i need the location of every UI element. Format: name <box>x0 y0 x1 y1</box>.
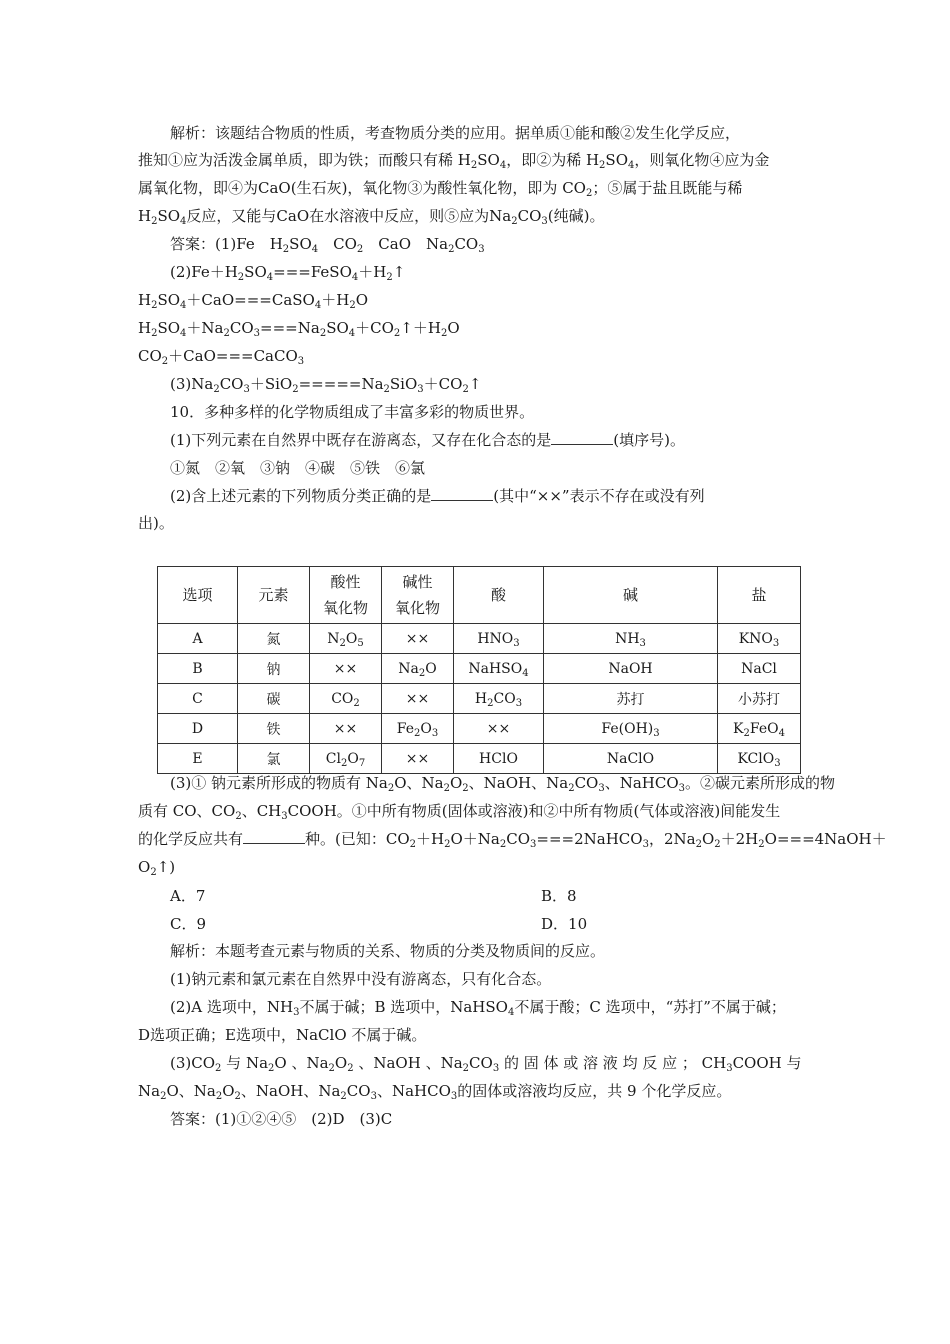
equation-line: $(3)Na_2CO_3+SiO_2=====Na_2SiO_3+CO_2↑$ <box>170 375 482 395</box>
table-cell: E <box>158 744 238 774</box>
table-row <box>158 654 801 684</box>
analysis-line: $(3)CO_2$ 与 $Na_2O$ 、$Na_2O_2$ 、NaOH 、$Na_2CO_3$ 的 固 体 或 溶 液 均 反 应 ； $CH_3COOH$ 与 <box>170 1054 802 1074</box>
question-part: $O_2↑$) <box>138 858 176 878</box>
equation-line: $(2)Fe+H_2SO_4===FeSO_4+H_2↑$ <box>170 263 406 283</box>
table-cell: ×× <box>454 714 544 744</box>
table-cell: 碳 <box>238 684 310 714</box>
question-part: 的化学反应共有 种。(已知：$CO_2+H_2O+Na_2CO_3===2NaHCO_3$，$2Na_2O_2+2H_2O===4NaOH+$ <box>138 830 887 850</box>
table-header: 酸 <box>454 567 544 624</box>
analysis-line: (1)钠元素和氯元素在自然界中没有游离态，只有化合态。 <box>170 970 552 988</box>
question-part: 出)。 <box>138 514 174 532</box>
table-cell: B <box>158 654 238 684</box>
table-header: 碱 <box>544 567 718 624</box>
table-cell: 氮 <box>238 624 310 654</box>
table-cell: ×× <box>382 744 454 774</box>
table-cell: HClO <box>454 744 544 774</box>
table-cell: 苏打 <box>544 684 718 714</box>
table-cell: $NH_3$ <box>544 624 718 654</box>
table-cell: $Fe(OH)_3$ <box>544 714 718 744</box>
choice-a: A．7 <box>170 887 206 905</box>
answer-blank <box>431 486 493 501</box>
table-cell: ×× <box>382 684 454 714</box>
question-part: (3)① 钠元素所形成的物质有 $Na_2O$、$Na_2O_2$、NaOH、$Na_2CO_3$、NaHCO$_3$。②碳元素所形成的物 <box>170 774 836 794</box>
answer-blank <box>551 430 613 445</box>
question-title: 10．多种多样的化学物质组成了丰富多彩的物质世界。 <box>170 403 535 421</box>
table-cell: NaOH <box>544 654 718 684</box>
table-cell: ×× <box>310 714 382 744</box>
analysis-line: 属氧化物，即④为CaO(生石灰)，氧化物③为酸性氧化物，即为 $CO_2$；⑤属于盐且既能与稀 <box>138 179 743 199</box>
table-cell: $H_2CO_3$ <box>454 684 544 714</box>
element-list: ①氮 ②氧 ③钠 ④碳 ⑤铁 ⑥氯 <box>170 459 426 477</box>
analysis-line: (2)A 选项中，$NH_3$不属于碱；B 选项中，NaHSO$_4$不属于酸；C 选项中，“苏打”不属于碱； <box>170 998 786 1018</box>
table-cell: NaCl <box>718 654 801 684</box>
choice-c: C．9 <box>170 915 207 933</box>
classification-table <box>157 566 801 774</box>
table-row <box>158 714 801 744</box>
table-header: 元素 <box>238 567 310 624</box>
table-header: 选项 <box>158 567 238 624</box>
table-cell: NaClO <box>544 744 718 774</box>
table-cell: $Na_2O$ <box>382 654 454 684</box>
table-header: 酸性 氧化物 <box>310 567 382 624</box>
choice-b: B．8 <box>541 887 577 905</box>
table-cell: 小苏打 <box>718 684 801 714</box>
answer-line: 答案：(1)Fe $H_2SO_4$ $CO_2$ CaO $Na_2CO_3$ <box>170 235 485 255</box>
table-cell: NaHSO$_4$ <box>454 654 544 684</box>
question-part: (2)含上述元素的下列物质分类正确的是 (其中“××”表示不存在或没有列 <box>170 487 705 505</box>
table-header: 碱性 氧化物 <box>382 567 454 624</box>
analysis-line: $H_2SO_4$反应，又能与CaO在水溶液中反应，则⑤应为$Na_2CO_3$(纯碱)。 <box>138 207 605 227</box>
equation-line: $CO_2+CaO===CaCO_3$ <box>138 347 305 367</box>
question-part: 质有 CO、$CO_2$、$CH_3COOH$。①中所有物质(固体或溶液)和②中所有物质(气体或溶液)间能发生 <box>138 802 781 822</box>
table-cell: 氯 <box>238 744 310 774</box>
table-cell: KClO$_3$ <box>718 744 801 774</box>
analysis-line: $Na_2O$、$Na_2O_2$、NaOH、$Na_2CO_3$、NaHCO$_3$的固体或溶液均反应，共 9 个化学反应。 <box>138 1082 732 1102</box>
table-header-row <box>158 567 801 624</box>
table-cell: $K_2FeO_4$ <box>718 714 801 744</box>
table-cell: $Fe_2O_3$ <box>382 714 454 744</box>
equation-line: $H_2SO_4+Na_2CO_3===Na_2SO_4+CO_2↑+H_2O$ <box>138 319 460 339</box>
table-cell: C <box>158 684 238 714</box>
table-row <box>158 684 801 714</box>
question-part: (1)下列元素在自然界中既存在游离态，又存在化合态的是 (填序号)。 <box>170 431 685 449</box>
table-cell: 铁 <box>238 714 310 744</box>
table-cell: ×× <box>382 624 454 654</box>
table-cell: $N_2O_5$ <box>310 624 382 654</box>
table-cell: D <box>158 714 238 744</box>
analysis-line: D选项正确；E选项中，NaClO 不属于碱。 <box>138 1026 427 1044</box>
table-cell: $HNO_3$ <box>454 624 544 654</box>
table-cell: $Cl_2O_7$ <box>310 744 382 774</box>
analysis-line: 解析：该题结合物质的性质，考查物质分类的应用。据单质①能和酸②发生化学反应， <box>170 124 741 142</box>
table-row <box>158 624 801 654</box>
analysis-line: 解析：本题考查元素与物质的关系、物质的分类及物质间的反应。 <box>170 942 606 960</box>
table-cell: $CO_2$ <box>310 684 382 714</box>
equation-line: $H_2SO_4+CaO===CaSO_4+H_2O$ <box>138 291 368 311</box>
table-header: 盐 <box>718 567 801 624</box>
table-cell: $KNO_3$ <box>718 624 801 654</box>
table-cell: A <box>158 624 238 654</box>
table-cell: ×× <box>310 654 382 684</box>
analysis-line: 推知①应为活泼金属单质，即为铁；而酸只有稀 $H_2SO_4$，即②为稀 $H_2SO_4$，则氧化物④应为金 <box>138 151 770 171</box>
table-row <box>158 744 801 774</box>
table-cell: 钠 <box>238 654 310 684</box>
choice-d: D．10 <box>541 915 588 933</box>
answer-blank <box>243 829 305 844</box>
answer-line: 答案：(1)①②④⑤ (2)D (3)C <box>170 1110 393 1128</box>
